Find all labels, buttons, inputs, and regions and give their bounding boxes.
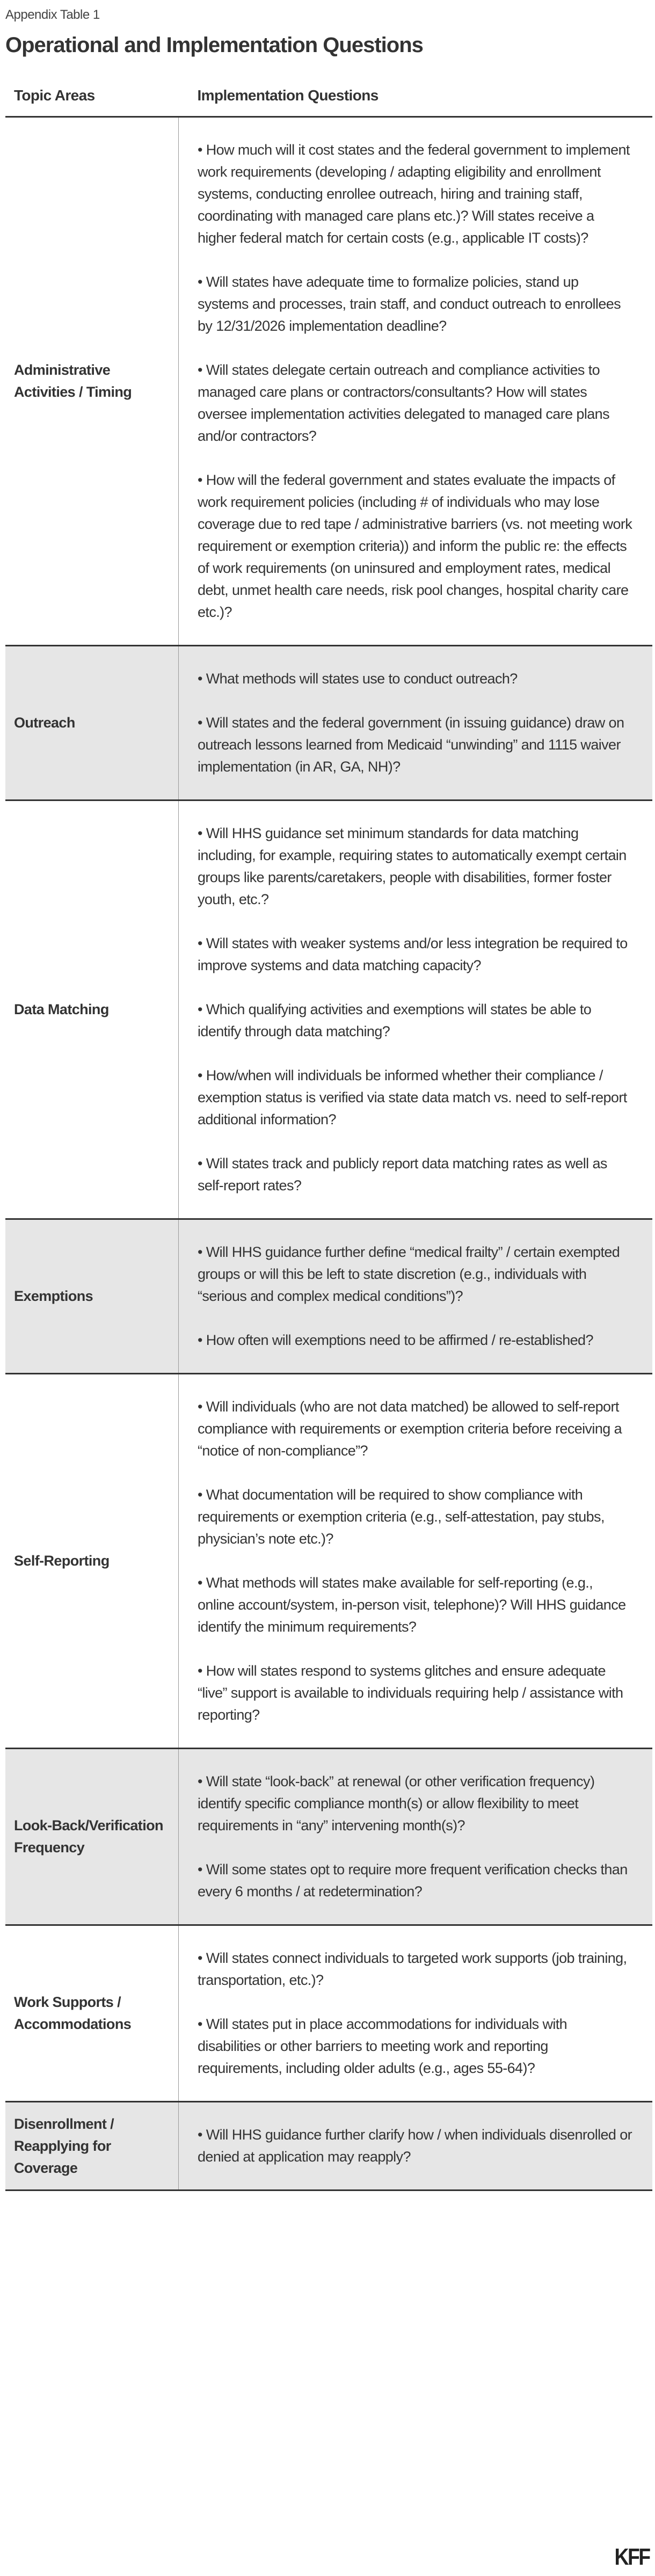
question-item: • Will states have adequate time to formalize policies, stand up systems and processes, train staff, and conduct outreach to enrollees by 12/31/2026 implementation deadline? [198,274,621,334]
table-row [5,646,652,801]
question-item: • Will some states opt to require more frequent verification checks than every 6 months / at redetermination? [198,1861,628,1900]
question-item: • What documentation will be required to show compliance with requirements or exemption criteria (e.g., self-attestation, pay stubs, physician’s note etc.)? [198,1487,605,1547]
table-caption: Appendix Table 1 [5,8,100,22]
questions-table [5,81,652,2191]
topic-area-cell: Exemptions [5,1219,179,1374]
question-item: • How/when will individuals be informed whether their compliance / exemption status is verified via state data match vs. need to self-report additional information? [198,1067,627,1127]
question-item: • What methods will states make available for self-reporting (e.g., online account/system, in-person visit, telephone)? Will HHS guidance identify the minimum requirements? [198,1575,626,1635]
question-item: • Will states track and publicly report data matching rates as well as self-report rates? [198,1155,607,1194]
question-item: • Will HHS guidance set minimum standards for data matching including, for example, requiring states to automatically exempt certain groups like parents/caretakers, people with disabilities, former foster youth, etc.? [198,825,627,907]
topic-area-cell: Outreach [5,646,179,801]
question-item: • How much will it cost states and the federal government to implement work requirements (developing / adapting eligibility and enrollment systems, conducting enrollee outreach, hiring and training staff, coordinating with managed care plans etc.)? Will states receive a higher federal match for certain costs (e.g., applicable IT costs)? [198,142,630,246]
kff-logo: KFF [614,2544,650,2570]
topic-area-cell: Self-Reporting [5,1374,179,1749]
question-item: • Will states delegate certain outreach and compliance activities to managed care plans or contractors/consultants? How will states oversee implementation activities delegated to managed care plans and/or contractors? [198,362,609,444]
question-item: • Will HHS guidance further define “medical frailty” / certain exempted groups or will this be left to state discretion (e.g., individuals with “serious and complex medical conditions”)? [198,1244,620,1304]
question-item: • Will states put in place accommodations for individuals with disabilities or other barriers to meeting work and reporting requirements, including older adults (e.g., ages 55-64)? [198,2016,567,2076]
topic-area-cell: Data Matching [5,801,179,1219]
question-item: • How will states respond to systems glitches and ensure adequate “live” support is available to individuals requiring help / assistance with reporting? [198,1663,623,1723]
questions-cell [179,1374,653,1749]
table-row [5,2102,652,2191]
question-item: • Will states and the federal government (in issuing guidance) draw on outreach lessons learned from Medicaid “unwinding” and 1115 waiver implementation (in AR, GA, NH)? [198,715,624,775]
page-title: Operational and Implementation Questions [5,33,423,57]
table-header-row [5,81,652,117]
question-item: • Will state “look-back” at renewal (or other verification frequency) identify specific compliance month(s) or allow flexibility to meet requirements in “any” intervening month(s)? [198,1773,595,1833]
question-item: • What methods will states use to conduct outreach? [198,671,518,687]
question-item: • How often will exemptions need to be affirmed / re-established? [198,1332,593,1348]
questions-cell [179,1219,653,1374]
table-row [5,801,652,1219]
question-item: • Will HHS guidance further clarify how / when individuals disenrolled or denied at application may reapply? [198,2127,632,2165]
questions-cell [179,646,653,801]
question-item: • Will states with weaker systems and/or less integration be required to improve systems and data matching capacity? [198,935,628,973]
question-item: • Which qualifying activities and exemptions will states be able to identify through data matching? [198,1001,592,1039]
header-topic-areas: Topic Areas [5,81,179,117]
topic-area-cell: Administrative Activities / Timing [5,117,179,646]
header-implementation-questions: Implementation Questions [179,81,653,117]
topic-area-cell: Work Supports / Accommodations [5,1925,179,2102]
question-item: • Will individuals (who are not data matched) be allowed to self-report compliance with requirements or exemption criteria before receiving a “notice of non-compliance”? [198,1399,622,1459]
questions-cell [179,1749,653,1925]
table-row [5,1749,652,1925]
question-item: • How will the federal government and states evaluate the impacts of work requirement policies (including # of individuals who may lose coverage due to red tape / administrative barriers (vs. not meeting work requirement or exemption criteria)) and inform the public re: the effects of work requirements (on uninsured and employment rates, medical debt, unmet health care needs, risk pool changes, hospital charity care etc.)? [198,472,632,620]
topic-area-cell: Disenrollment / Reapplying for Coverage [5,2102,179,2191]
table-body [5,117,652,2191]
questions-cell [179,801,653,1219]
questions-cell [179,1925,653,2102]
table-row [5,1219,652,1374]
table-row [5,117,652,646]
topic-area-cell: Look-Back/Verification Frequency [5,1749,179,1925]
question-item: • Will states connect individuals to targeted work supports (job training, transportation, etc.)? [198,1950,627,1988]
table-row [5,1925,652,2102]
questions-cell [179,117,653,646]
table-row [5,1374,652,1749]
questions-cell [179,2102,653,2191]
